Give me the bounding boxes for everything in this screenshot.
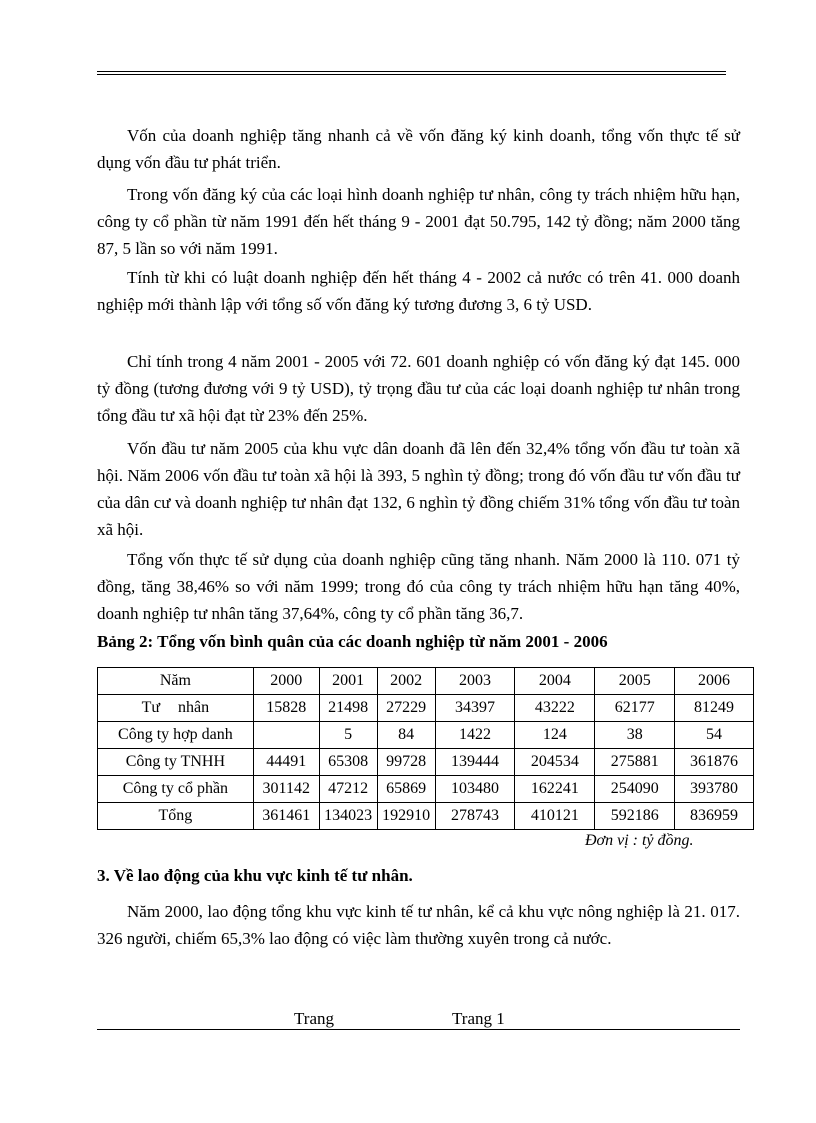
table-cell: 38 xyxy=(595,722,675,749)
table-cell: 15828 xyxy=(253,695,319,722)
paragraph-6: Tổng vốn thực tế sử dụng của doanh nghiệp cũng tăng nhanh. Năm 2000 là 110. 071 tỷ đồng, tăng 38,46% so với năm 1999; trong đó của công ty trách nhiệm hữu hạn tăng 40%, doanh nghiệp tư nhân tăng 37,64%, công ty cổ phần tăng 36,7. xyxy=(97,550,740,623)
table-cell: 134023 xyxy=(319,803,377,830)
table-cell: 65869 xyxy=(377,776,435,803)
table-cell: 103480 xyxy=(435,776,515,803)
table-row-total xyxy=(98,803,754,830)
header-rule-double xyxy=(97,74,726,75)
table-row xyxy=(98,722,754,749)
table-cell: 278743 xyxy=(435,803,515,830)
table-cell: 1422 xyxy=(435,722,515,749)
table-cell: 84 xyxy=(377,722,435,749)
table-header-row xyxy=(98,668,754,695)
row-label: Tư nhân xyxy=(98,695,254,722)
header-cell: 2005 xyxy=(595,668,675,695)
table-cell: 65308 xyxy=(319,749,377,776)
table-cell: 361461 xyxy=(253,803,319,830)
table-cell: 254090 xyxy=(595,776,675,803)
table-cell: 81249 xyxy=(675,695,754,722)
table-cell: 192910 xyxy=(377,803,435,830)
table-cell: 301142 xyxy=(253,776,319,803)
table-cell: 393780 xyxy=(675,776,754,803)
table-cell: 275881 xyxy=(595,749,675,776)
header-cell: 2001 xyxy=(319,668,377,695)
paragraph-2: Trong vốn đăng ký của các loại hình doanh nghiệp tư nhân, công ty trách nhiệm hữu hạn, công ty cổ phần từ năm 1991 đến hết tháng 9 - 2001 đạt 50.795, 142 tỷ đồng; năm 2000 tăng 87, 5 lần so với năm 1991. xyxy=(97,185,740,258)
header-cell: Năm xyxy=(98,668,254,695)
table-cell: 44491 xyxy=(253,749,319,776)
table-caption: Bảng 2: Tổng vốn bình quân của các doanh nghiệp từ năm 2001 - 2006 xyxy=(97,632,608,651)
table-cell: 54 xyxy=(675,722,754,749)
table-cell: 124 xyxy=(515,722,595,749)
table-cell: 99728 xyxy=(377,749,435,776)
table-cell: 410121 xyxy=(515,803,595,830)
footer-label: Trang xyxy=(294,1009,334,1028)
table-cell: 43222 xyxy=(515,695,595,722)
row-label: Tổng xyxy=(98,803,254,830)
table-cell: 5 xyxy=(319,722,377,749)
section-paragraph: Năm 2000, lao động tổng khu vực kinh tế tư nhân, kể cả khu vực nông nghiệp là 21. 017. 326 người, chiếm 65,3% lao động có việc làm thường xuyên trong cả nước. xyxy=(97,902,740,948)
table-cell: 47212 xyxy=(319,776,377,803)
table-cell: 27229 xyxy=(377,695,435,722)
footer-rule xyxy=(97,1029,740,1030)
table-cell: 139444 xyxy=(435,749,515,776)
table-cell: 162241 xyxy=(515,776,595,803)
paragraph-4: Chỉ tính trong 4 năm 2001 - 2005 với 72. 601 doanh nghiệp có vốn đăng ký đạt 145. 000 tỷ đồng (tương đương với 9 tỷ USD), tỷ trọng đầu tư của các loại doanh nghiệp tư nhân trong tổng đầu tư xã hội đạt từ 23% đến 25%. xyxy=(97,352,740,425)
header-cell: 2004 xyxy=(515,668,595,695)
header-cell: 2002 xyxy=(377,668,435,695)
paragraph-5: Vốn đầu tư năm 2005 của khu vực dân doanh đã lên đến 32,4% tổng vốn đầu tư toàn xã hội. Năm 2006 vốn đầu tư toàn xã hội là 393, 5 nghìn tỷ đồng; trong đó vốn đầu tư vốn đầu tư của dân cư và doanh nghiệp tư nhân đạt 132, 6 nghìn tỷ đồng chiếm 31% tổng vốn đầu tư toàn xã hội. xyxy=(97,439,740,539)
table-cell: 592186 xyxy=(595,803,675,830)
table-cell: 62177 xyxy=(595,695,675,722)
header-cell: 2006 xyxy=(675,668,754,695)
row-label: Công ty TNHH xyxy=(98,749,254,776)
footer-page-number: Trang 1 xyxy=(452,1009,505,1028)
header-cell: 2003 xyxy=(435,668,515,695)
table-cell: 34397 xyxy=(435,695,515,722)
row-label: Công ty cổ phần xyxy=(98,776,254,803)
header-rule xyxy=(97,71,726,72)
paragraph-3: Tính từ khi có luật doanh nghiệp đến hết tháng 4 - 2002 cả nước có trên 41. 000 doanh nghiệp mới thành lập với tổng số vốn đăng ký tương đương 3, 6 tỷ USD. xyxy=(97,268,740,314)
table-row xyxy=(98,749,754,776)
table-cell: 204534 xyxy=(515,749,595,776)
table-row xyxy=(98,695,754,722)
table-row xyxy=(98,776,754,803)
table-cell xyxy=(253,722,319,749)
paragraph-1: Vốn của doanh nghiệp tăng nhanh cả về vốn đăng ký kinh doanh, tổng vốn thực tế sử dụng vốn đầu tư phát triển. xyxy=(97,126,740,172)
section-heading: 3. Về lao động của khu vực kinh tế tư nhân. xyxy=(97,866,413,885)
table-cell: 21498 xyxy=(319,695,377,722)
capital-table xyxy=(97,667,754,830)
table-cell: 836959 xyxy=(675,803,754,830)
unit-note: Đơn vị : tỷ đồng. xyxy=(585,832,694,849)
row-label: Công ty hợp danh xyxy=(98,722,254,749)
header-cell: 2000 xyxy=(253,668,319,695)
table-cell: 361876 xyxy=(675,749,754,776)
